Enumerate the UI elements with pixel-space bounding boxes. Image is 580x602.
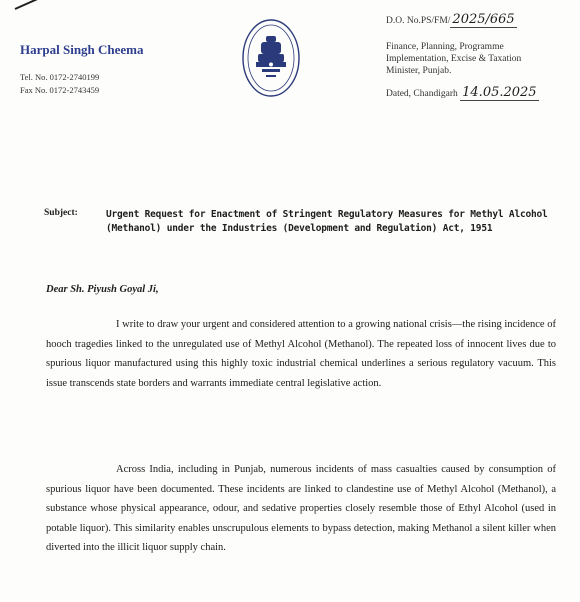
reference-number-prefix: D.O. No.PS/FM/ [386,16,451,26]
minister-title-line-1: Finance, Planning, Programme [386,42,504,52]
reference-block [386,14,576,100]
subject-label: Subject: [44,208,78,218]
dated-line [386,87,576,100]
subject-text: Urgent Request for Enactment of Stringent Regulatory Measures for Methyl Alcohol (Methanol) under the Industries (Development and Regulation) Act, 1951 [106,209,548,234]
minister-title-line-2: Implementation, Excise & Taxation [386,54,522,64]
national-emblem-icon [240,16,302,100]
salutation: Dear Sh. Piyush Goyal Ji, [46,284,159,295]
sender-tel: Tel. No. 0172-2740199 [20,72,100,82]
dated-prefix: Dated, Chandigarh [386,89,458,99]
paragraph-1: I write to draw your urgent and considered attention to a growing national crisis—the rising incidence of hooch tragedies linked to the unregulated use of Methyl Alcohol (Methanol). The repeated loss of innocent lives due to spurious liquor manufactured using this highly toxic industrial chemical underlines a serious regulatory vacuum. This issue transcends state borders and warrants immediate central legislative action. [46,319,556,389]
pen-mark [15,0,40,10]
reference-number [386,14,576,27]
minister-title-line-3: Minister, Punjab. [386,66,452,76]
sender-block [20,42,144,97]
sender-name: Harpal Singh Cheema [20,42,144,57]
dated-handwritten: 14.05.2025 [462,85,537,100]
sender-fax: Fax No. 0172-2743459 [20,85,100,95]
paragraph-2: Across India, including in Punjab, numerous incidents of mass casualties caused by consumption of spurious liquor have been documented. These incidents are linked to clandestine use of Methyl Alcohol (Methanol), a substance whose physical appearance, odour, and sedative properties closely resemble those of Ethyl Alcohol (used in potable liquor). This similarity enables unscrupulous elements to bypass detection, making Methanol a silent killer when diverted into the illicit liquor supply chain. [46,464,556,553]
reference-number-handwritten: 2025/665 [452,12,515,27]
subject-block [44,208,556,236]
